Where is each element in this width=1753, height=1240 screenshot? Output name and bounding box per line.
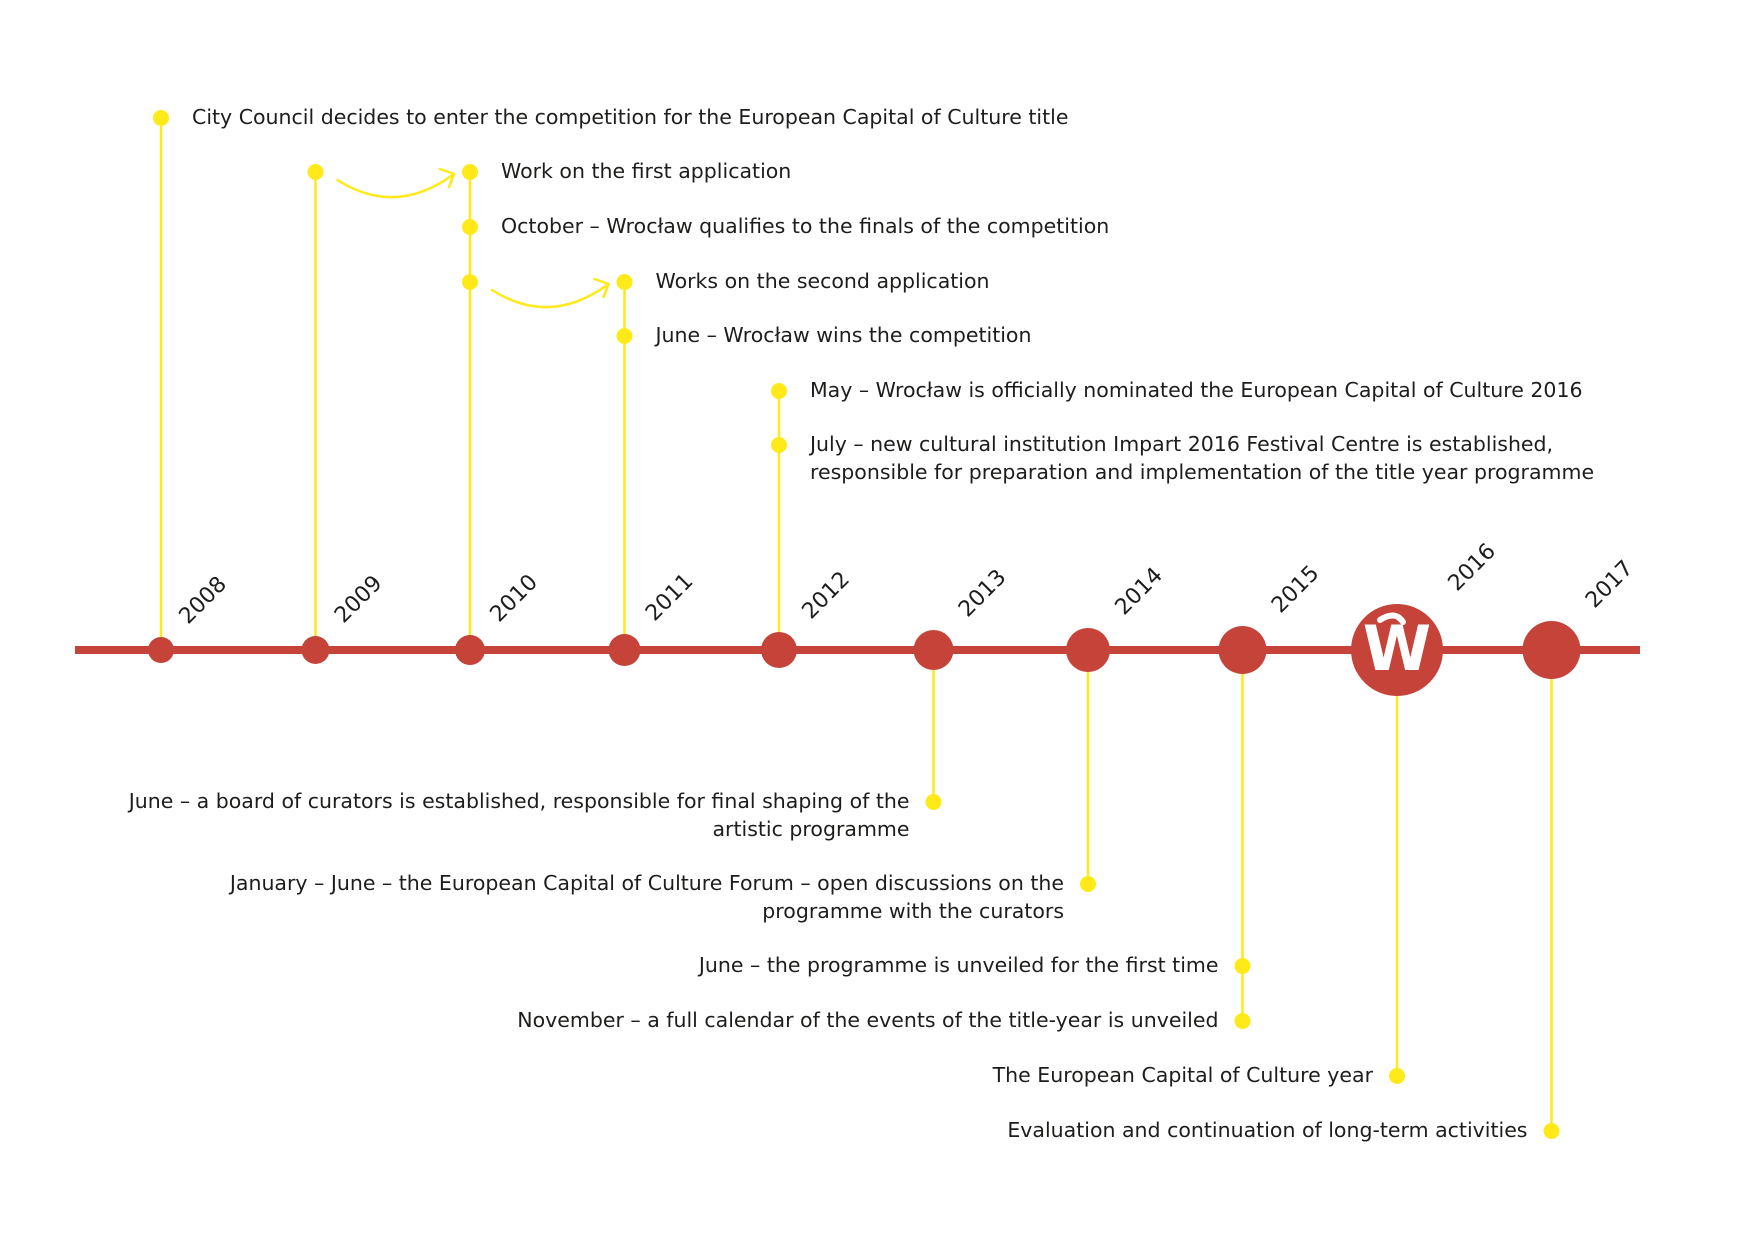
- event-dot-2012: [771, 383, 787, 399]
- year-label-2014: 2014: [1110, 562, 1168, 621]
- year-marker-2012: [761, 632, 797, 668]
- year-label-2009: 2009: [330, 570, 388, 629]
- event-text: [656, 267, 990, 295]
- year-label-2012: 2012: [797, 566, 855, 625]
- event-dot-2015: [1235, 1013, 1251, 1029]
- event-text: [501, 157, 791, 185]
- event-dot-2011: [617, 274, 633, 290]
- event-text: [501, 212, 1109, 240]
- event-text-line: May – Wrocław is officially nominated the European Capital of Culture 2016: [810, 378, 1583, 402]
- event-text: [656, 321, 1032, 349]
- year-marker-2011: [609, 634, 641, 666]
- year-label-2017: 2017: [1581, 555, 1639, 614]
- event-text: [517, 1006, 1218, 1034]
- event-text-line: programme with the curators: [762, 899, 1064, 923]
- year-marker-2014: [1066, 628, 1110, 672]
- event-dots: [153, 110, 1560, 1139]
- event-text-line: responsible for preparation and implementation of the title year programme: [810, 460, 1595, 484]
- event-dot-2009: [308, 164, 324, 180]
- event-text-line: The European Capital of Culture year: [992, 1063, 1373, 1087]
- event-text-line: Work on the first application: [501, 159, 792, 183]
- event-dot-2010: [462, 164, 478, 180]
- event-dot-2012: [771, 437, 787, 453]
- event-text: [810, 430, 1594, 486]
- event-dot-2013: [926, 794, 942, 810]
- event-text-line: June – Wrocław wins the competition: [655, 323, 1032, 347]
- event-text-line: City Council decides to enter the competition for the European Capital of Culture title: [192, 105, 1069, 129]
- year-label-2015: 2015: [1267, 560, 1325, 619]
- year-label-2010: 2010: [485, 569, 543, 628]
- event-dot-2016: [1389, 1068, 1405, 1084]
- year-label-2011: 2011: [641, 568, 699, 627]
- event-dot-2015: [1235, 958, 1251, 974]
- event-text: [810, 376, 1583, 404]
- year-marker-2008: [148, 637, 174, 663]
- event-text: [230, 869, 1064, 925]
- event-text: [699, 951, 1219, 979]
- event-text-line: July – new cultural institution Impart 2016 Festival Centre is established,: [810, 432, 1554, 456]
- event-dot-2010: [462, 274, 478, 290]
- year-label-2016: 2016: [1443, 538, 1501, 597]
- event-dot-2008: [153, 110, 169, 126]
- year-label-2008: 2008: [174, 571, 232, 630]
- year-label-2013: 2013: [954, 564, 1012, 623]
- event-dot-2011: [617, 328, 633, 344]
- transition-arrow: [492, 284, 609, 307]
- event-text-line: January – June – the European Capital of Culture Forum – open discussions on the: [229, 871, 1064, 895]
- event-text: [192, 103, 1068, 131]
- svg-text:W: W: [1362, 612, 1432, 685]
- event-dot-2014: [1080, 876, 1096, 892]
- event-text: [129, 787, 910, 843]
- event-text-line: November – a full calendar of the events of the title-year is unveiled: [517, 1008, 1219, 1032]
- transition-arrow: [338, 174, 455, 197]
- event-dot-2017: [1544, 1123, 1560, 1139]
- year-marker-2015: [1219, 626, 1267, 674]
- event-dot-2010: [462, 219, 478, 235]
- year-marker-2013: [914, 630, 954, 670]
- year-marker-2010: [455, 635, 485, 665]
- year-marker-2017: [1523, 621, 1581, 679]
- event-text-line: June – a board of curators is established, responsible for final shaping of the: [128, 789, 910, 813]
- event-text-line: Works on the second application: [655, 269, 990, 293]
- event-text-line: Evaluation and continuation of long-term activities: [1007, 1118, 1528, 1142]
- event-text-line: June – the programme is unveiled for the first time: [698, 953, 1219, 977]
- event-text-line: October – Wrocław qualifies to the finals of the competition: [501, 214, 1110, 238]
- event-text-line: artistic programme: [712, 817, 910, 841]
- year-marker-2009: [302, 636, 330, 664]
- wroclaw-w-logo-icon: [1363, 612, 1431, 685]
- event-text: [993, 1061, 1373, 1089]
- event-text: [1007, 1116, 1527, 1144]
